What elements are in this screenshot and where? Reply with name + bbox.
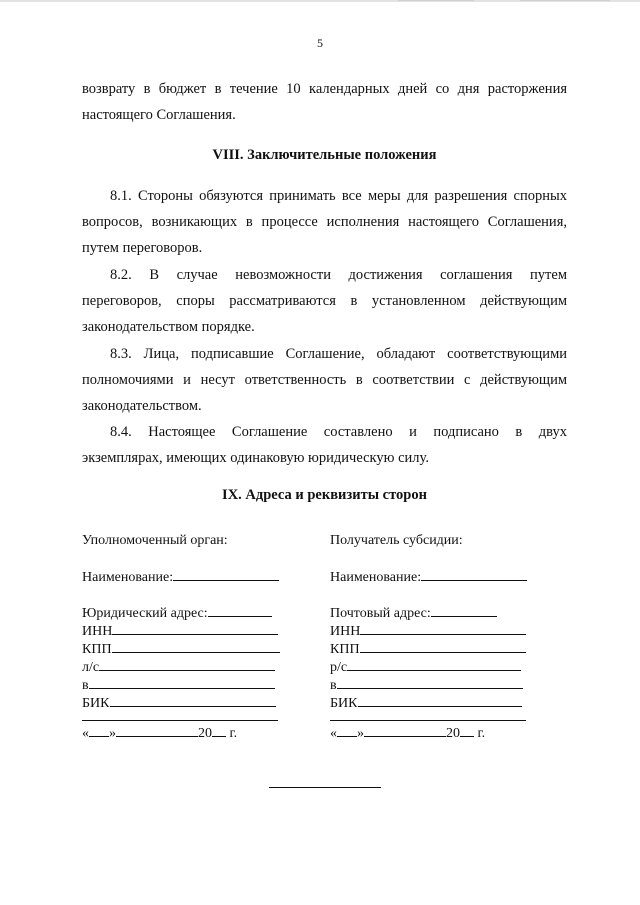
bank-blank (337, 674, 523, 689)
signature-line (82, 720, 278, 721)
bik-field: БИК (82, 692, 276, 713)
year-blank (212, 722, 226, 737)
text-line: 8.3. Лица, подписавшие Соглашение, обладают соответствующими (110, 346, 567, 362)
clause-8-2 (82, 262, 567, 340)
text-line: 8.1. Стороны обязуются принимать все меры для разрешения спорных (110, 188, 567, 204)
inn-blank (360, 620, 526, 635)
date-field: « » 20 г. (330, 722, 485, 743)
address-field: Юридический адрес: (82, 602, 272, 623)
inn-field: ИНН (330, 620, 526, 641)
intro-paragraph (82, 76, 567, 128)
text-line: законодательством. (82, 398, 202, 414)
clause-8-4 (82, 419, 567, 471)
text-line: возврату в бюджет в течение 10 календарных дней со дня расторжения (82, 81, 567, 97)
scan-artifact (398, 0, 474, 1)
month-blank (116, 722, 198, 737)
month-blank (364, 722, 446, 737)
day-blank (337, 722, 357, 737)
inn-blank (112, 620, 278, 635)
date-field: « » 20 г. (82, 722, 237, 743)
end-of-document-line (269, 787, 381, 788)
address-field: Почтовый адрес: (330, 602, 497, 623)
name-blank (173, 566, 279, 581)
party-header: Уполномоченный орган: (82, 533, 228, 548)
text-line: вопросов, возникающих в процессе исполнения настоящего Соглашения, (82, 214, 567, 230)
name-field: Наименование: (82, 566, 279, 587)
kpp-field: КПП (82, 638, 280, 659)
kpp-blank (360, 638, 526, 653)
address-blank (208, 602, 272, 617)
party-header: Получатель субсидии: (330, 533, 463, 548)
text-line: экземплярах, имеющих одинаковую юридическую силу. (82, 450, 429, 466)
account-field: л/с (82, 656, 275, 677)
kpp-field: КПП (330, 638, 526, 659)
account-field: р/с (330, 656, 521, 677)
text-line: законодательством порядке. (82, 319, 255, 335)
text-line: полномочиями и несут ответственность в соответствии с действующим (82, 372, 567, 388)
day-blank (89, 722, 109, 737)
clause-8-3 (82, 341, 567, 419)
bik-field: БИК (330, 692, 522, 713)
scan-artifact (520, 0, 610, 1)
name-blank (421, 566, 527, 581)
bik-blank (358, 692, 522, 707)
section-8-title: VIII. Заключительные положения (212, 147, 437, 163)
kpp-blank (112, 638, 280, 653)
inn-field: ИНН (82, 620, 278, 641)
text-line: настоящего Соглашения. (82, 107, 236, 123)
address-blank (431, 602, 497, 617)
bank-field: в (82, 674, 275, 695)
bank-field: в (330, 674, 523, 695)
account-blank (99, 656, 275, 671)
text-line: переговоров, споры рассматриваются в установленном действующим (82, 293, 567, 309)
section-9-title: IX. Адреса и реквизиты сторон (222, 487, 427, 503)
text-line: путем переговоров. (82, 240, 203, 256)
signature-line (330, 720, 526, 721)
bik-blank (110, 692, 276, 707)
name-field: Наименование: (330, 566, 527, 587)
clause-8-1 (82, 183, 567, 261)
year-blank (460, 722, 474, 737)
account-blank (347, 656, 521, 671)
page-number: 5 (317, 36, 323, 50)
bank-blank (89, 674, 275, 689)
text-line: 8.4. Настоящее Соглашение составлено и подписано в двух (110, 424, 567, 440)
text-line: 8.2. В случае невозможности достижения соглашения путем (110, 267, 567, 283)
